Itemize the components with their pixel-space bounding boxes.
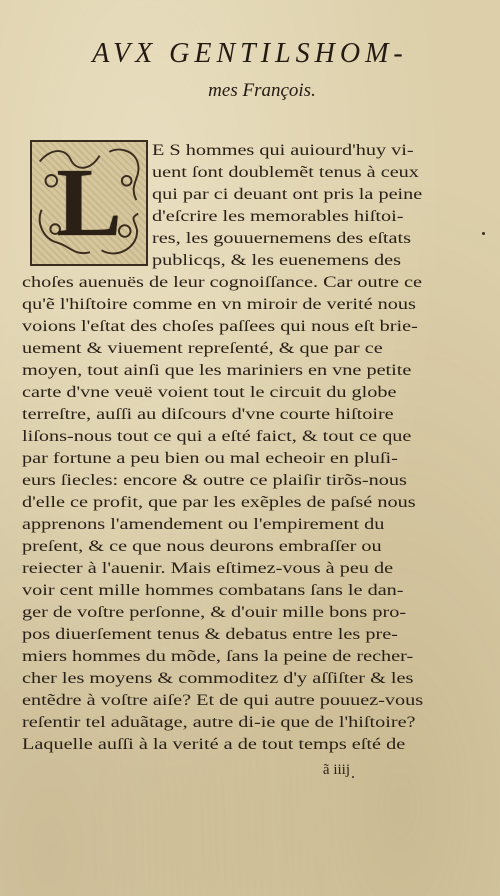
- text-line: par fortune a peu bien ou mal echeoir en pluſi-: [22, 449, 398, 467]
- text-line: uent ſont doublemẽt tenus à ceux: [152, 163, 419, 181]
- decorated-initial: [30, 140, 148, 266]
- text-line: miers hommes du mõde, ſans la peine de recher-: [22, 647, 414, 665]
- text-line: cher les moyens & commoditez d'y aſſiſter & les: [22, 669, 414, 687]
- text-line: voions l'eſtat des choſes paſſees qui nous eſt brie-: [22, 317, 418, 335]
- text-line: terreſtre, auſſi au diſcours d'vne courte hiſtoire: [22, 405, 394, 423]
- text-line: voir cent mille hommes combatans ſans le dan-: [22, 581, 404, 599]
- text-line: d'eſcrire les memorables hiſtoi-: [152, 207, 404, 225]
- text-line: res, les gouuernemens des eſtats: [152, 229, 412, 247]
- text-line: pos diuerſement tenus & debatus entre les pre-: [22, 625, 398, 643]
- text-line: eurs ſiecles: encore & outre ce plaiſir tirõs-nous: [22, 471, 407, 489]
- text-line: reſentir tel aduãtage, autre di-ie que de l'hiſtoire?: [22, 713, 416, 731]
- text-line: choſes auenuës de leur cognoiſſance. Car outre ce: [22, 273, 423, 291]
- dropcap-letter: L: [56, 149, 122, 257]
- text-line: moyen, tout ainſi que les mariniers en vne petite: [22, 361, 412, 379]
- page-heading: AVX GENTILSHOM-: [92, 38, 408, 69]
- text-line: liſons-nous tout ce qui a eſté faict, & tout ce que: [22, 427, 412, 445]
- text-line: ger de voſtre perſonne, & d'ouir mille bons pro-: [22, 603, 407, 621]
- text-line: d'elle ce profit, que par les exẽples de paſsé nous: [22, 493, 416, 511]
- text-line: entẽdre à voſtre aiſe? Et de qui autre pouuez-vous: [22, 691, 424, 709]
- text-line: publicqs, & les euenemens des: [152, 251, 401, 269]
- text-line: preſent, & ce que nous deurons embraſſer ou: [22, 537, 382, 555]
- ink-speck: [482, 232, 485, 235]
- text-line: qui par ci deuant ont pris la peine: [152, 185, 423, 203]
- text-line: qu'ẽ l'hiſtoire comme en vn miroir de verité nous: [22, 295, 416, 313]
- text-line: E S hommes qui auiourd'huy vi-: [152, 141, 414, 159]
- text-line: Laquelle auſſi à la verité a de tout temps eſté de: [22, 735, 406, 753]
- ink-speck: [352, 776, 354, 778]
- page-heading-continuation: mes François.: [208, 80, 316, 101]
- signature-mark: ã iiij: [322, 762, 350, 778]
- text-line: uement & viuement repreſenté, & que par ce: [22, 339, 383, 357]
- text-line: apprenons l'amendement ou l'empirement du: [22, 515, 385, 533]
- text-line: reiecter à l'auenir. Mais eſtimez-vous à peu de: [22, 559, 394, 577]
- text-line: carte d'vne veuë voient tout le circuit du globe: [22, 383, 397, 401]
